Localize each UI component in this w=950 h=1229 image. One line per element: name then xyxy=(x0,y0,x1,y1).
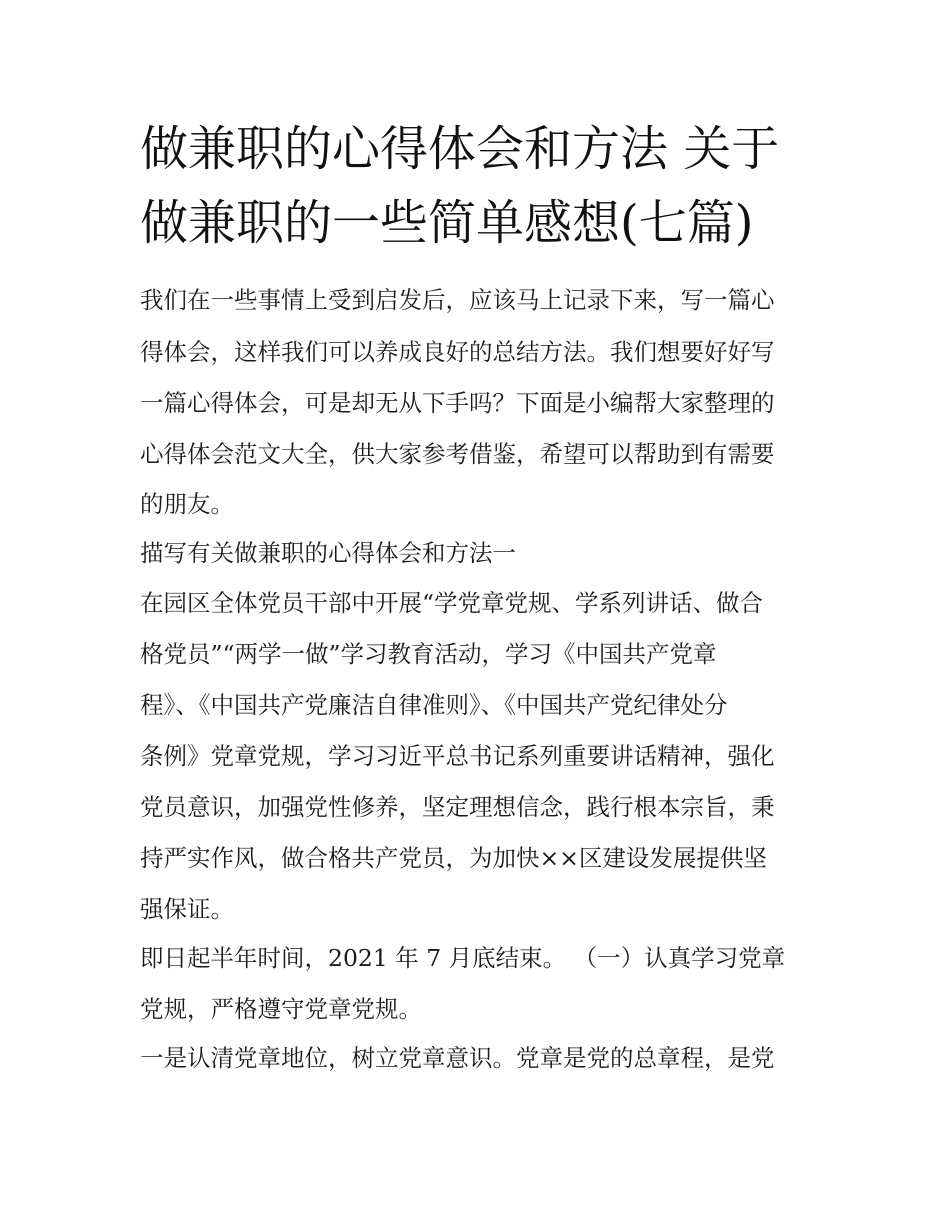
title-line-1: 做兼职的心得体会和方法 关于 xyxy=(140,121,780,177)
title-line-2: 做兼职的一些简单感想(七篇) xyxy=(140,195,754,251)
body-line: 一是认清党章地位，树立党章意识。党章是党的总章程，是党 xyxy=(140,1044,775,1072)
body-line: 持严实作风，做合格共产党员，为加快××区建设发展提供坚 xyxy=(140,844,767,872)
body-line: 强保证。 xyxy=(140,895,234,923)
body-line: 我们在一些事情上受到启发后，应该马上记录下来，写一篇心 xyxy=(140,286,775,314)
body-line: 的朋友。 xyxy=(140,490,234,518)
body-line: 一篇心得体会，可是却无从下手吗？下面是小编帮大家整理的 xyxy=(140,389,775,417)
body-line: 得体会，这样我们可以养成良好的总结方法。我们想要好好写 xyxy=(140,338,775,366)
document-title xyxy=(140,112,830,260)
body-line: 心得体会范文大全，供大家参考借鉴，希望可以帮助到有需要 xyxy=(140,440,775,468)
section-heading: 描写有关做兼职的心得体会和方法一 xyxy=(140,539,516,567)
body-line: 即日起半年时间，2021 年 7 月底结束。 （一）认真学习党章 xyxy=(140,944,786,972)
body-line: 党规，严格遵守党章党规。 xyxy=(140,995,422,1023)
body-line: 党员意识，加强党性修养，坚定理想信念，践行根本宗旨，秉 xyxy=(140,793,775,821)
body-line: 在园区全体党员干部中开展“学党章党规、学系列讲话、做合 xyxy=(140,589,764,617)
body-line: 条例》党章党规，学习习近平总书记系列重要讲话精神，强化 xyxy=(140,742,775,770)
body-line: 程》、《中国共产党廉洁自律准则》、《中国共产党纪律处分 xyxy=(140,691,728,719)
body-line: 格党员”“两学一做”学习教育活动，学习《中国共产党章 xyxy=(140,640,717,668)
